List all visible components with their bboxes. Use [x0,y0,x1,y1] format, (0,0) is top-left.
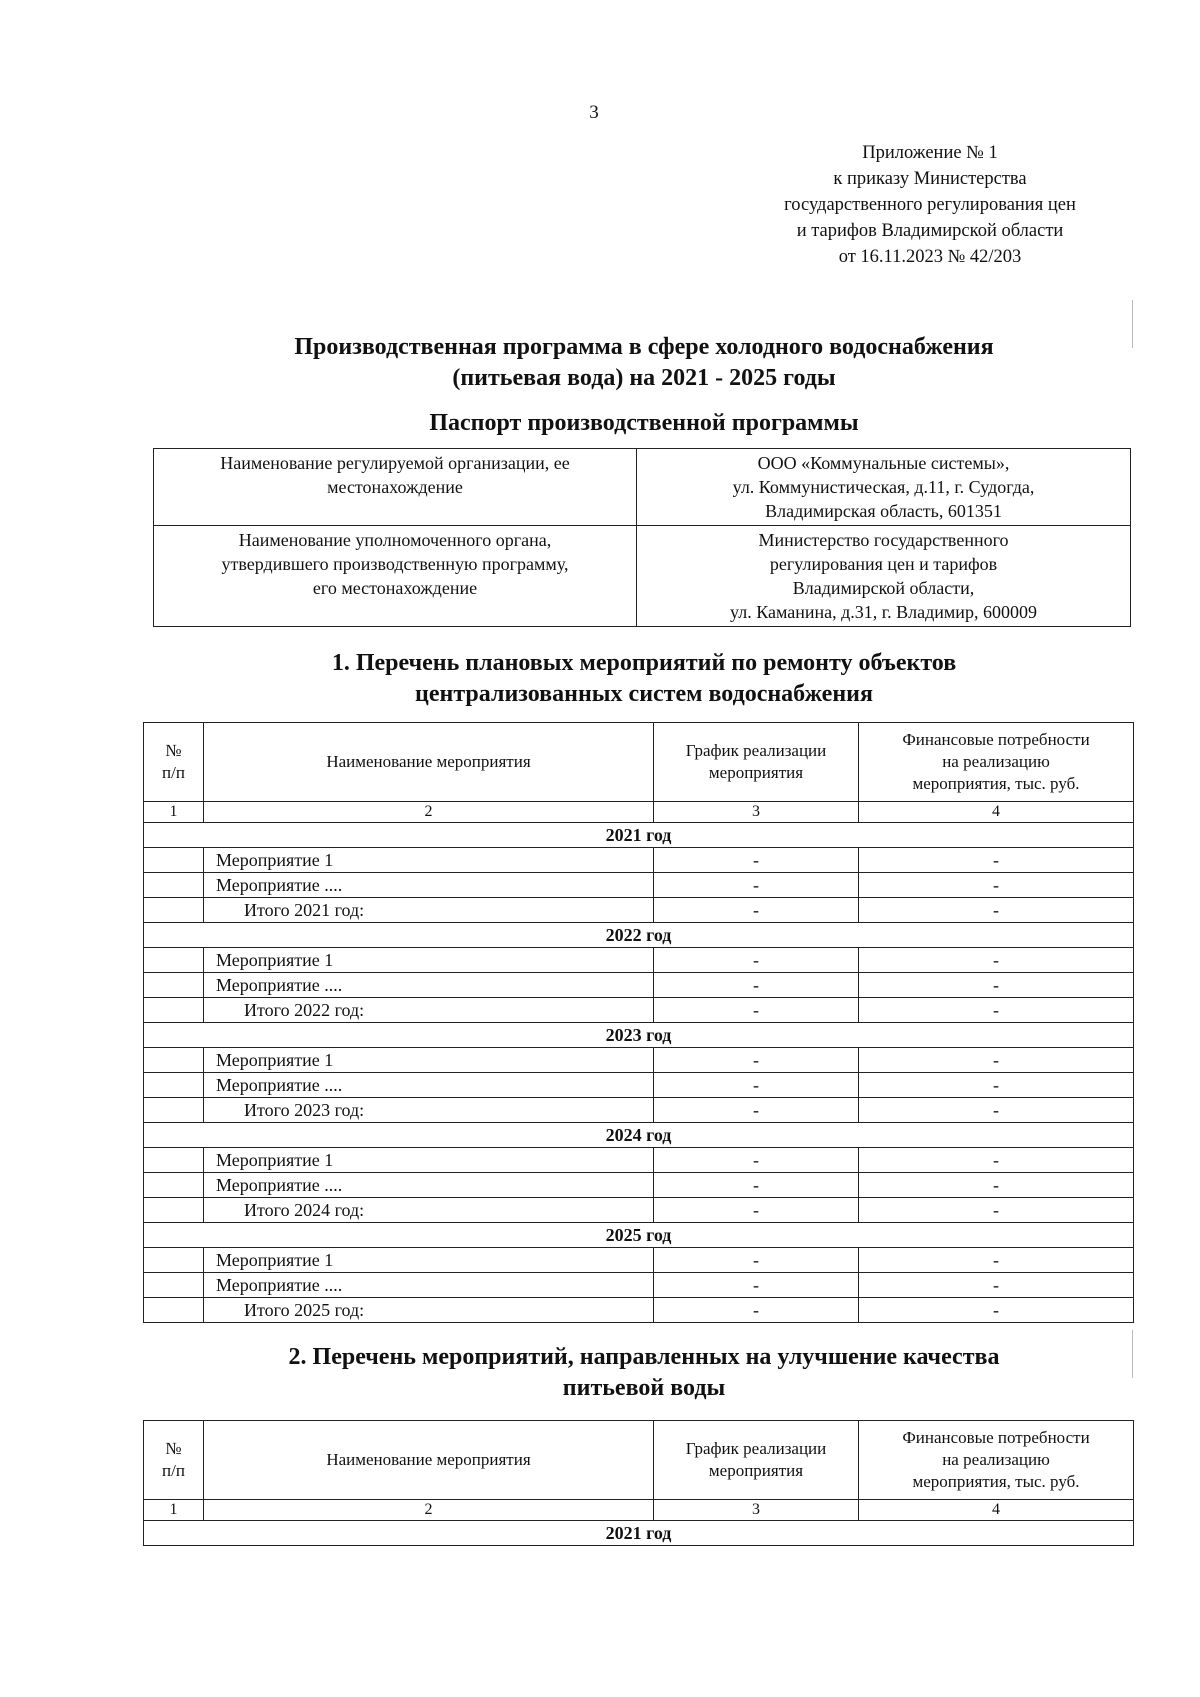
total-row [144,1298,1134,1323]
measure-name: Мероприятие 1 [204,848,654,873]
table-row [144,1173,1134,1198]
schedule-value: - [654,873,859,898]
total-row [144,998,1134,1023]
table-row [144,1273,1134,1298]
section1-heading: 1. Перечень плановых мероприятий по ремонту объектов централизованных систем водоснабжения [331,650,957,707]
table-body [144,823,1134,1323]
table-row [144,848,1134,873]
passport-table [153,448,1131,627]
finance-value: - [859,1298,1134,1323]
title-line: Производственная программа в сфере холодного водоснабжения [294,334,994,360]
schedule-value: - [654,973,859,998]
finance-value: - [859,1098,1134,1123]
total-row [144,1098,1134,1123]
finance-value: - [859,1248,1134,1273]
total-row [144,898,1134,923]
row-number [144,1173,204,1198]
row-number [144,1048,204,1073]
header-finance: Финансовые потребности на реализацию мероприятия, тыс. руб. [859,1421,1134,1500]
header-name: Наименование мероприятия [204,1421,654,1500]
table-row [144,1073,1134,1098]
col-number: 3 [654,1500,859,1521]
row-number [144,998,204,1023]
year-row [144,823,1134,848]
schedule-value: - [654,1148,859,1173]
table-head [144,1421,1134,1521]
finance-value: - [859,1273,1134,1298]
row-number [144,1298,204,1323]
margin-mark [1132,1330,1133,1378]
passport-label: Наименование уполномоченного органа, утвердившего производственную программу, его местонахождение [154,526,637,627]
finance-value: - [859,948,1134,973]
measure-name: Итого 2021 год: [204,898,654,923]
measure-name: Мероприятие 1 [204,1248,654,1273]
row-number [144,873,204,898]
col-number: 2 [204,1500,654,1521]
finance-value: - [859,998,1134,1023]
table-row [144,1048,1134,1073]
row-number [144,1198,204,1223]
col-number: 3 [654,802,859,823]
row-number [144,1248,204,1273]
year-label: 2022 год [144,923,1134,948]
column-number-row [144,802,1134,823]
table-body [144,1521,1134,1546]
appendix-line: Приложение № 1 [862,143,998,163]
header-num: № п/п [144,1421,204,1500]
measure-name: Мероприятие 1 [204,1148,654,1173]
header-finance: Финансовые потребности на реализацию мероприятия, тыс. руб. [859,723,1134,802]
passport-row [154,449,1131,526]
table-row [144,873,1134,898]
total-row [144,1198,1134,1223]
header-name: Наименование мероприятия [204,723,654,802]
row-number [144,1073,204,1098]
row-number [144,1273,204,1298]
header-schedule: График реализации мероприятия [654,1421,859,1500]
row-number [144,1148,204,1173]
schedule-value: - [654,948,859,973]
schedule-value: - [654,1073,859,1098]
year-label: 2025 год [144,1223,1134,1248]
year-row [144,1023,1134,1048]
col-number: 4 [859,802,1134,823]
table-row [144,1148,1134,1173]
measure-name: Итого 2022 год: [204,998,654,1023]
row-number [144,898,204,923]
header-row [144,723,1134,802]
year-label: 2021 год [144,1521,1134,1546]
header-schedule: График реализации мероприятия [654,723,859,802]
schedule-value: - [654,1248,859,1273]
finance-value: - [859,848,1134,873]
schedule-value: - [654,1048,859,1073]
finance-value: - [859,973,1134,998]
year-row [144,923,1134,948]
measure-name: Мероприятие 1 [204,1048,654,1073]
schedule-value: - [654,898,859,923]
passport-value: ООО «Коммунальные системы», ул. Коммунистическая, д.11, г. Судогда, Владимирская область, 601351 [637,449,1131,526]
section2-heading: 2. Перечень мероприятий, направленных на улучшение качества питьевой воды [288,1344,1000,1401]
row-number [144,1098,204,1123]
measure-name: Итого 2023 год: [204,1098,654,1123]
measure-name: Мероприятие .... [204,1073,654,1098]
year-row [144,1521,1134,1546]
header-num: № п/п [144,723,204,802]
measure-name: Мероприятие 1 [204,948,654,973]
schedule-value: - [654,1298,859,1323]
appendix-line: к приказу Министерства [833,169,1027,189]
appendix-block [720,140,1140,270]
measure-name: Мероприятие .... [204,873,654,898]
col-number: 2 [204,802,654,823]
col-number: 4 [859,1500,1134,1521]
document-title [0,332,1200,394]
table-row [144,948,1134,973]
schedule-value: - [654,848,859,873]
finance-value: - [859,1048,1134,1073]
row-number [144,848,204,873]
column-number-row [144,1500,1134,1521]
measure-name: Итого 2024 год: [204,1198,654,1223]
schedule-value: - [654,1273,859,1298]
table-row [144,973,1134,998]
passport-row [154,526,1131,627]
schedule-value: - [654,1173,859,1198]
appendix-line: государственного регулирования цен [784,195,1076,215]
table-head [144,723,1134,823]
measure-name: Итого 2025 год: [204,1298,654,1323]
appendix-line: от 16.11.2023 № 42/203 [838,247,1022,267]
measure-name: Мероприятие .... [204,1273,654,1298]
appendix-line: и тарифов Владимирской области [796,221,1064,241]
header-row [144,1421,1134,1500]
year-label: 2021 год [144,823,1134,848]
page-number: 3 [589,102,599,123]
col-number: 1 [144,802,204,823]
margin-mark [1132,300,1133,348]
schedule-value: - [654,998,859,1023]
title-line: (питьевая вода) на 2021 - 2025 годы [452,365,836,391]
finance-value: - [859,898,1134,923]
measure-name: Мероприятие .... [204,1173,654,1198]
passport-value: Министерство государственного регулирования цен и тарифов Владимирской области, ул. Каманина, д.31, г. Владимир, 600009 [637,526,1131,627]
schedule-value: - [654,1198,859,1223]
row-number [144,973,204,998]
passport-heading: Паспорт производственной программы [429,410,859,436]
finance-value: - [859,1073,1134,1098]
schedule-value: - [654,1098,859,1123]
row-number [144,948,204,973]
year-label: 2023 год [144,1023,1134,1048]
finance-value: - [859,1173,1134,1198]
year-label: 2024 год [144,1123,1134,1148]
year-row [144,1223,1134,1248]
table-row [144,1248,1134,1273]
col-number: 1 [144,1500,204,1521]
finance-value: - [859,873,1134,898]
finance-value: - [859,1148,1134,1173]
water-quality-table [143,1420,1134,1546]
passport-label: Наименование регулируемой организации, ее местонахождение [154,449,637,526]
repair-plan-table [143,722,1134,1323]
year-row [144,1123,1134,1148]
finance-value: - [859,1198,1134,1223]
measure-name: Мероприятие .... [204,973,654,998]
